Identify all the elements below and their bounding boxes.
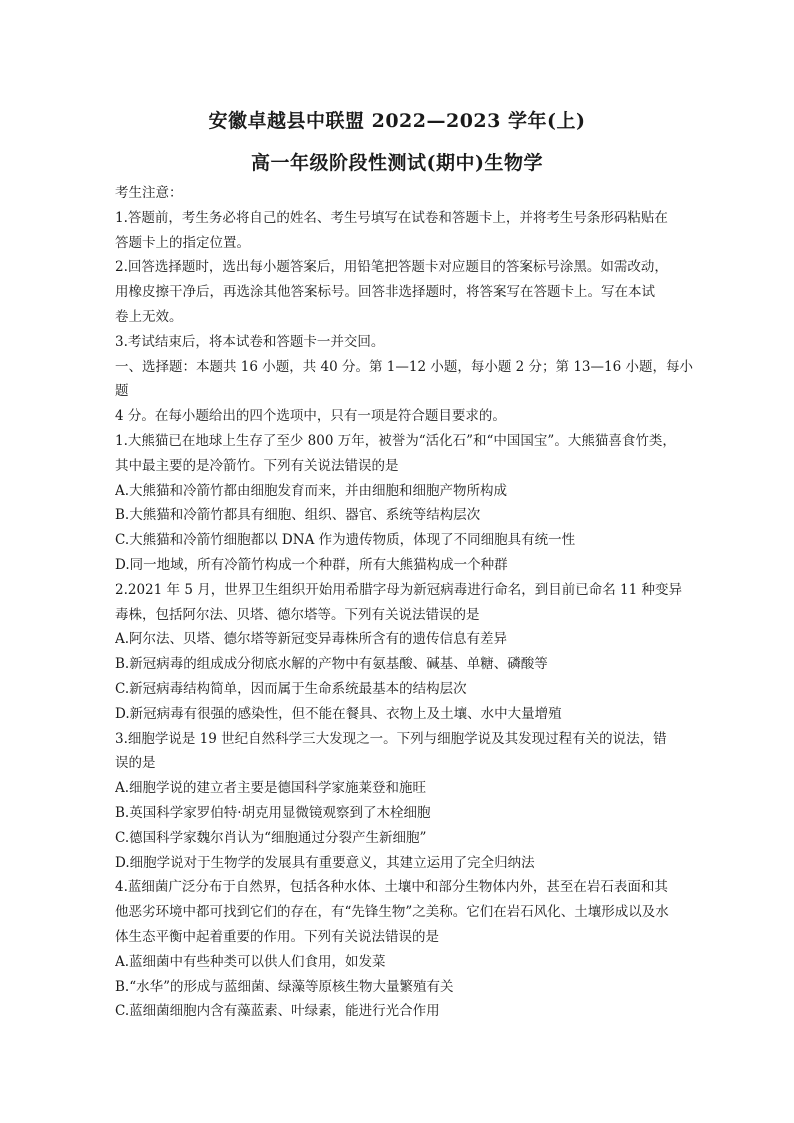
notice-item-2-cont: 卷上无效。 <box>115 308 183 325</box>
question-3-option-a: A.细胞学说的建立者主要是德国科学家施莱登和施旺 <box>115 780 427 797</box>
section-heading-cont: 4 分。在每小题给出的四个选项中，只有一项是符合题目要求的。 <box>115 408 506 425</box>
exam-body <box>115 181 695 1024</box>
question-1-option-a: A.大熊猫和冷箭竹都由细胞发育而来，并由细胞和细胞产物所构成 <box>115 482 508 499</box>
exam-subtitle: 高一年级阶段性测试(期中)生物学 <box>251 152 543 174</box>
question-3-stem: 3.细胞学说是 19 世纪自然科学三大发现之一。下列与细胞学说及其发现过程有关的说法，错 <box>115 730 667 747</box>
question-2-option-a: A.阿尔法、贝塔、德尔塔等新冠变异毒株所含有的遗传信息有差异 <box>115 631 508 648</box>
notice-item-1: 1.答题前，考生务必将自己的姓名、考生号填写在试卷和答题卡上，并将考生号条形码粘贴在 <box>115 209 668 226</box>
exam-title: 安徽卓越县中联盟 2022—2023 学年(上) <box>208 110 586 132</box>
question-4-stem-cont: 他恶劣环境中都可找到它们的存在，有“先锋生物”之美称。它们在岩石风化、土壤形成以及水 <box>115 904 669 921</box>
notice-item-2-cont: 用橡皮擦干净后，再选涂其他答案标号。回答非选择题时，将答案写在答题卡上。写在本试 <box>115 284 655 301</box>
question-4-option-c: C.蓝细菌细胞内含有藻蓝素、叶绿素，能进行光合作用 <box>115 1003 440 1020</box>
question-4-option-a: A.蓝细菌中有些种类可以供人们食用，如发菜 <box>115 953 386 970</box>
notice-item-1-cont: 答题卡上的指定位置。 <box>115 234 250 251</box>
question-1-stem-cont: 其中最主要的是冷箭竹。下列有关说法错误的是 <box>115 457 399 474</box>
question-1-option-d: D.同一地域，所有冷箭竹构成一个种群，所有大熊猫构成一个种群 <box>115 556 508 573</box>
question-4-stem-cont: 体生态平衡中起着重要的作用。下列有关说法错误的是 <box>115 928 439 945</box>
question-1-option-b: B.大熊猫和冷箭竹都具有细胞、组织、器官、系统等结构层次 <box>115 507 481 524</box>
question-2-option-d: D.新冠病毒有很强的感染性，但不能在餐具、衣物上及土壤、水中大量增殖 <box>115 705 562 722</box>
question-4-option-b: B.“水华”的形成与蓝细菌、绿藻等原核生物大量繁殖有关 <box>115 978 454 995</box>
section-heading: 一、选择题：本题共 16 小题，共 40 分。第 1—12 小题，每小题 2 分；第 13—16 小题，每小 <box>115 358 693 375</box>
question-2-option-b: B.新冠病毒的组成成分彻底水解的产物中有氨基酸、碱基、单糖、磷酸等 <box>115 656 548 673</box>
question-3-option-c: C.德国科学家魏尔肖认为“细胞通过分裂产生新细胞” <box>115 829 427 846</box>
notice-heading: 考生注意： <box>115 185 183 201</box>
question-3-option-b: B.英国科学家罗伯特·胡克用显微镜观察到了木栓细胞 <box>115 804 431 821</box>
question-3-option-d: D.细胞学说对于生物学的发展具有重要意义，其建立运用了完全归纳法 <box>115 854 535 871</box>
notice-item-3: 3.考试结束后，将本试卷和答题卡一并交回。 <box>115 333 385 350</box>
notice-item-2: 2.回答选择题时，选出每小题答案后，用铅笔把答题卡对应题目的答案标号涂黑。如需改动， <box>115 259 668 276</box>
question-4-stem: 4.蓝细菌广泛分布于自然界，包括各种水体、土壤中和部分生物体内外，甚至在岩石表面和其 <box>115 879 668 896</box>
question-1-stem: 1.大熊猫已在地球上生存了至少 800 万年，被誉为“活化石”和“中国国宝”。大熊猫喜食竹类， <box>115 432 676 449</box>
question-2-stem-cont: 毒株，包括阿尔法、贝塔、德尔塔等。下列有关说法错误的是 <box>115 606 480 623</box>
section-heading-cont: 题 <box>115 383 129 400</box>
question-2-stem: 2.2021 年 5 月，世界卫生组织开始用希腊字母为新冠病毒进行命名，到目前已命名 11 种变异 <box>115 581 682 598</box>
question-2-option-c: C.新冠病毒结构简单，因而属于生命系统最基本的结构层次 <box>115 680 467 697</box>
question-3-stem-cont: 误的是 <box>115 755 156 772</box>
question-1-option-c: C.大熊猫和冷箭竹细胞都以 DNA 作为遗传物质，体现了不同细胞具有统一性 <box>115 532 576 549</box>
